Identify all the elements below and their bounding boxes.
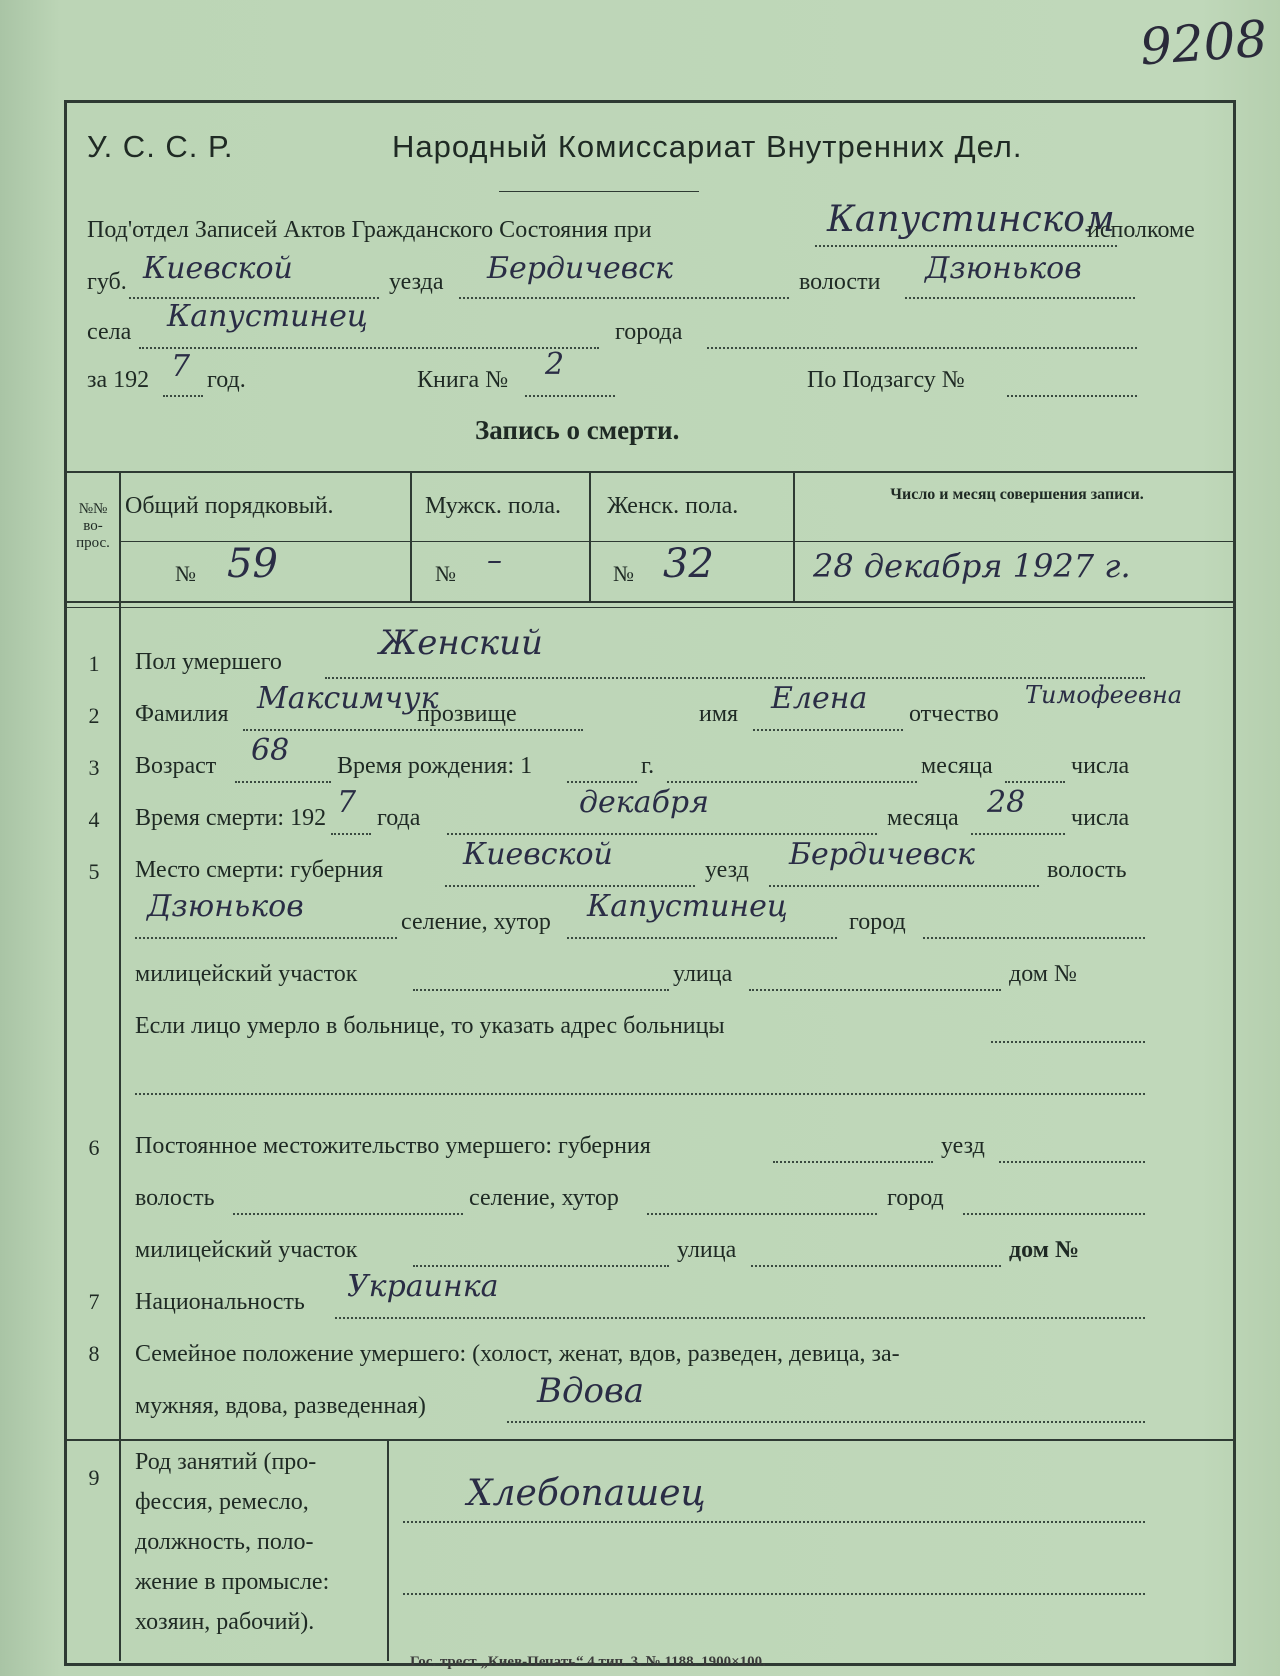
death-place-gorod-label: город <box>849 909 906 935</box>
residence-selenie-field <box>647 1213 877 1215</box>
death-place-gorod-field <box>923 937 1145 939</box>
uezd-field <box>459 297 789 299</box>
year-value: 7 <box>171 349 191 384</box>
hospital-label: Если лицо умерло в больнице, то указать адрес больницы <box>135 1013 725 1039</box>
residence-militia-field <box>413 1265 669 1267</box>
subdept-suffix: исполкоме <box>1087 217 1195 243</box>
death-place-militia-field <box>413 989 669 991</box>
uezd-label: уезда <box>389 269 444 295</box>
sex-label: Пол умершего <box>135 649 282 675</box>
birth-day-field <box>1005 781 1065 783</box>
occupation-label-3: должность, поло- <box>135 1529 314 1555</box>
death-day-value: 28 <box>987 785 1026 820</box>
year-field <box>163 395 203 397</box>
female-no-sign: № <box>613 561 634 586</box>
death-month-value: декабря <box>579 785 709 820</box>
sex-value: Женский <box>379 623 543 663</box>
name-value: Елена <box>771 681 868 716</box>
death-day-field <box>971 833 1065 835</box>
republic-title: У. С. С. Р. <box>87 129 234 164</box>
occupation-label-4: жение в промысле: <box>135 1569 330 1595</box>
question-number: 4 <box>88 807 100 832</box>
residence-street-field <box>751 1265 1001 1267</box>
kniga-field <box>525 395 615 397</box>
general-col-header: Общий порядковый. <box>125 493 334 519</box>
occupation-field-1 <box>403 1521 1145 1523</box>
death-place-gub-label: Место смерти: губерния <box>135 857 384 883</box>
question-number: 5 <box>88 859 100 884</box>
death-month-field <box>447 833 877 835</box>
commissariat-title: Народный Комиссариат Внутренних Дел. <box>392 129 1023 164</box>
header-rule <box>499 191 699 192</box>
death-place-militia-label: милицейский участок <box>135 961 358 987</box>
podzags-label: По Подзагсу № <box>807 367 965 393</box>
record-title: Запись о смерти. <box>475 415 680 445</box>
age-value: 68 <box>251 733 290 768</box>
selo-label: села <box>87 319 132 345</box>
death-year-field <box>331 833 371 835</box>
death-place-volost-field <box>135 937 397 939</box>
residence-gorod-field <box>963 1213 1145 1215</box>
marital-label-line2: мужняя, вдова, разведенная) <box>135 1393 426 1419</box>
residence-selenie-label: селение, хутор <box>469 1185 619 1211</box>
residence-uezd-field <box>999 1161 1145 1163</box>
occupation-divider <box>387 1439 389 1661</box>
podzags-field <box>1007 395 1137 397</box>
nickname-label: прозвище <box>417 701 517 727</box>
hospital-field-2 <box>135 1093 1145 1095</box>
residence-house-label: дом № <box>1009 1237 1080 1263</box>
question-number: 6 <box>88 1135 100 1160</box>
sex-field <box>325 677 1145 679</box>
volost-label: волости <box>799 269 881 295</box>
question-number: 3 <box>88 755 100 780</box>
death-place-selenie-label: селение, хутор <box>401 909 551 935</box>
kniga-label: Книга № <box>417 367 509 393</box>
birth-g-label: г. <box>641 753 655 779</box>
birth-month-field <box>667 781 917 783</box>
selo-field <box>139 347 599 349</box>
surname-value: Максимчук <box>257 681 439 716</box>
hospital-field-1 <box>991 1041 1145 1043</box>
archive-number: 9208 <box>1138 9 1270 77</box>
occupation-top-rule <box>67 1439 1233 1441</box>
col-divider-1 <box>410 471 412 601</box>
birth-year-field <box>567 781 637 783</box>
death-record-form <box>64 100 1236 1666</box>
table-header-bottom <box>67 601 1233 603</box>
subdept-value: Капустинском <box>827 199 1115 240</box>
kniga-value: 2 <box>545 347 565 382</box>
birth-label: Время рождения: 1 <box>337 753 533 779</box>
marital-field <box>507 1421 1145 1423</box>
date-col-header: Число и месяц совершения записи. <box>890 486 1144 503</box>
nationality-field <box>335 1317 1145 1319</box>
residence-militia-label: милицейский участок <box>135 1237 358 1263</box>
death-year-value: 7 <box>337 785 357 820</box>
question-col-header: №№ во- прос. <box>76 501 110 551</box>
gorod-label: города <box>615 319 683 345</box>
gub-value: Киевской <box>143 251 293 286</box>
table-header-bottom-2 <box>67 607 1233 608</box>
death-place-uezd-label: уезд <box>705 857 749 883</box>
female-col-header: Женск. пола. <box>607 493 739 519</box>
birth-day-label: числа <box>1071 753 1130 779</box>
female-number-value: 32 <box>663 541 714 587</box>
nationality-label: Национальность <box>135 1289 305 1315</box>
surname-label: Фамилия <box>135 701 229 727</box>
subdept-label: Под'отдел Записей Актов Гражданского Состояния при <box>87 217 652 243</box>
birth-month-label: месяца <box>921 753 993 779</box>
surname-field <box>243 729 583 731</box>
subdept-field <box>815 245 1117 247</box>
death-place-street-field <box>749 989 1001 991</box>
occupation-field-2 <box>403 1593 1145 1595</box>
gorod-field <box>707 347 1137 349</box>
question-number: 2 <box>88 703 100 728</box>
death-month-label: месяца <box>887 805 959 831</box>
male-col-header: Мужск. пола. <box>425 493 562 519</box>
general-number-value: 59 <box>227 541 278 587</box>
occupation-label-5: хозяин, рабочий). <box>135 1609 315 1635</box>
volost-value: Дзюньков <box>925 251 1082 286</box>
general-no-sign: № <box>175 561 196 586</box>
residence-gub-label: Постоянное местожительство умершего: губерния <box>135 1133 651 1159</box>
death-place-uezd-value: Бердичевск <box>789 837 975 872</box>
residence-uezd-label: уезд <box>941 1133 985 1159</box>
residence-volost-label: волость <box>135 1185 215 1211</box>
patronymic-value: Тимофеевна <box>1025 681 1183 709</box>
printer-imprint: Гос. трест „Киев-Печать“ 4 тип. 3. № 1188. 1900×100. <box>410 1654 766 1670</box>
marital-label-line1: Семейное положение умершего: (холост, женат, вдов, разведен, девица, за- <box>135 1341 900 1367</box>
nationality-value: Украинка <box>347 1269 499 1304</box>
death-day-label: числа <box>1071 805 1130 831</box>
residence-volost-field <box>233 1213 463 1215</box>
god-label: год. <box>207 367 246 393</box>
death-place-street-label: улица <box>673 961 733 987</box>
volost-field <box>905 297 1135 299</box>
table-top-rule <box>67 471 1233 473</box>
col-divider-2 <box>589 471 591 601</box>
death-place-house-label: дом № <box>1009 961 1077 987</box>
col-divider-3 <box>793 471 795 601</box>
residence-gorod-label: город <box>887 1185 944 1211</box>
occupation-label-2: фессия, ремесло, <box>135 1489 309 1515</box>
death-place-uezd-field <box>769 885 1039 887</box>
year-label: за 192 <box>87 367 150 393</box>
selo-value: Капустинец <box>167 299 368 334</box>
marital-value: Вдова <box>537 1371 645 1411</box>
name-field <box>753 729 903 731</box>
record-date-value: 28 декабря 1927 г. <box>813 547 1131 585</box>
uezd-value: Бердичевск <box>487 251 673 286</box>
occupation-value: Хлебопашец <box>467 1473 706 1514</box>
death-time-label: Время смерти: 192 <box>135 805 327 831</box>
question-number: 9 <box>88 1465 100 1490</box>
age-label: Возраст <box>135 753 217 779</box>
death-place-volost-label: волость <box>1047 857 1127 883</box>
death-place-gub-field <box>445 885 695 887</box>
gub-label: губ. <box>87 269 127 295</box>
death-place-volost-value: Дзюньков <box>147 889 304 924</box>
question-number: 8 <box>88 1341 100 1366</box>
occupation-label-1: Род занятий (про- <box>135 1449 317 1475</box>
question-number: 7 <box>88 1289 100 1314</box>
name-label: имя <box>699 701 739 727</box>
death-place-gub-value: Киевской <box>463 837 613 872</box>
residence-street-label: улица <box>677 1237 737 1263</box>
question-number: 1 <box>88 651 100 676</box>
question-column-rule <box>119 471 121 1661</box>
death-place-selenie-value: Капустинец <box>587 889 788 924</box>
residence-gub-field <box>773 1161 933 1163</box>
age-field <box>235 781 331 783</box>
death-year-label: года <box>377 805 421 831</box>
male-number-value: – <box>487 543 502 578</box>
male-no-sign: № <box>435 561 456 586</box>
patronymic-label: отчество <box>909 701 999 727</box>
death-place-selenie-field <box>567 937 837 939</box>
